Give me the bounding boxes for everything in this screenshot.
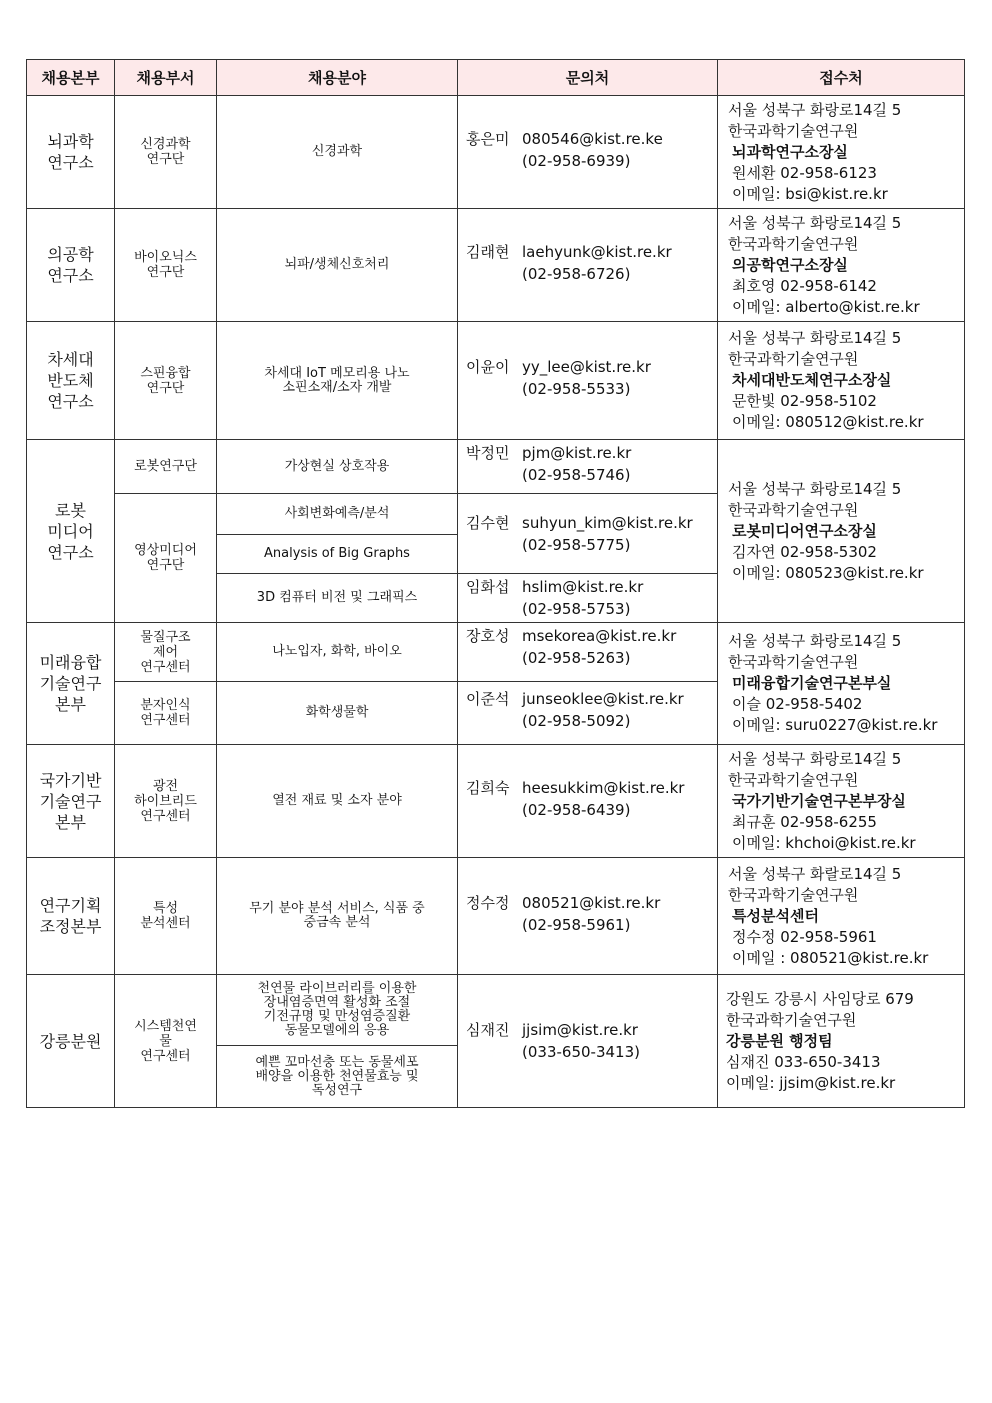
field-cell: 가상현실 상호작용 bbox=[217, 440, 458, 494]
field-cell: 예쁜 꼬마선충 또는 동물세포 배양을 이용한 천연물효능 및 독성연구 bbox=[217, 1046, 458, 1108]
contact-email[interactable]: jjsim@kist.re.kr bbox=[522, 1021, 638, 1039]
field-cell: 3D 컴퓨터 비전 및 그래픽스 bbox=[217, 574, 458, 623]
office-email[interactable]: 이메일: 080512@kist.re.kr bbox=[732, 413, 924, 431]
contact-email[interactable]: 080546@kist.re.ke bbox=[522, 130, 663, 148]
office-cell: 서울 성북구 화랑로14길 5 한국과학기술연구원 차세대반도체연구소장실 문한빛 02-958-5102 이메일: 080512@kist.re.kr bbox=[718, 322, 965, 440]
header-contact: 문의처 bbox=[458, 60, 718, 96]
office-email[interactable]: 이메일: 080523@kist.re.kr bbox=[732, 563, 924, 582]
header-row bbox=[27, 60, 965, 96]
hq-cell: 강릉분원 bbox=[27, 975, 115, 1108]
contact-cell: 장호성 msekorea@kist.re.kr (02-958-5263) bbox=[458, 623, 718, 682]
office-cell: 서울 성북구 화랑로14길 5 한국과학기술연구원 의공학연구소장실 최호영 02-958-6142 이메일: alberto@kist.re.kr bbox=[718, 209, 965, 322]
contact-email[interactable]: pjm@kist.re.kr bbox=[522, 444, 632, 462]
contact-cell: 김수현 suhyun_kim@kist.re.kr (02-958-5775) bbox=[458, 494, 718, 574]
contact-email[interactable]: msekorea@kist.re.kr bbox=[522, 627, 677, 645]
office-email[interactable]: 이메일 : 080521@kist.re.kr bbox=[732, 948, 929, 967]
dept-cell: 바이오닉스 연구단 bbox=[115, 209, 217, 322]
table-row bbox=[27, 209, 965, 322]
field-cell: Analysis of Big Graphs bbox=[217, 535, 458, 574]
contact-email[interactable]: suhyun_kim@kist.re.kr bbox=[522, 513, 693, 532]
office-cell: 서울 성북구 화랄로14길 5 한국과학기술연구원 특성분석센터 정수정 02-958-5961 이메일 : 080521@kist.re.kr bbox=[718, 858, 965, 975]
office-cell: 서울 성북구 화랑로14길 5 한국과학기술연구원 로봇미디어연구소장실 김자연 02-958-5302 이메일: 080523@kist.re.kr bbox=[718, 440, 965, 623]
office-email[interactable]: 이메일: suru0227@kist.re.kr bbox=[732, 716, 938, 734]
dept-cell: 광전 하이브리드 연구센터 bbox=[115, 745, 217, 858]
contact-email[interactable]: laehyunk@kist.re.kr bbox=[522, 243, 672, 261]
table-row bbox=[27, 745, 965, 858]
hq-cell: 뇌과학 연구소 bbox=[27, 96, 115, 209]
field-cell: 사회변화예측/분석 bbox=[217, 494, 458, 535]
contact-cell: 박정민 pjm@kist.re.kr (02-958-5746) bbox=[458, 440, 718, 494]
office-email[interactable]: 이메일: bsi@kist.re.kr bbox=[732, 184, 888, 203]
table-row bbox=[27, 623, 965, 682]
table-row bbox=[27, 858, 965, 975]
contact-cell: 심재진 jjsim@kist.re.kr (033-650-3413) bbox=[458, 975, 718, 1108]
table-row bbox=[27, 975, 965, 1046]
field-cell: 신경과학 bbox=[217, 96, 458, 209]
office-cell: 서울 성북구 화랑로14길 5 한국과학기술연구원 뇌과학연구소장실 원세환 02-958-6123 이메일: bsi@kist.re.kr bbox=[718, 96, 965, 209]
contact-cell: 임화섭 hslim@kist.re.kr (02-958-5753) bbox=[458, 574, 718, 623]
header-office: 접수처 bbox=[718, 60, 965, 96]
office-email[interactable]: 이메일: jjsim@kist.re.kr bbox=[726, 1073, 896, 1092]
contact-email[interactable]: 080521@kist.re.kr bbox=[522, 894, 661, 912]
office-email[interactable]: 이메일: alberto@kist.re.kr bbox=[732, 297, 920, 316]
dept-cell: 스핀융합 연구단 bbox=[115, 322, 217, 440]
field-cell: 무기 분야 분석 서비스, 식품 중 중금속 분석 bbox=[217, 858, 458, 975]
header-hq: 채용본부 bbox=[27, 60, 115, 96]
header-field: 채용분야 bbox=[217, 60, 458, 96]
office-cell: 서울 성북구 화랑로14길 5 한국과학기술연구원 미래융합기술연구본부실 이슬 02-958-5402 이메일: suru0227@kist.re.kr bbox=[718, 623, 965, 745]
field-cell: 화학생물학 bbox=[217, 682, 458, 745]
dept-cell: 로봇연구단 bbox=[115, 440, 217, 494]
table-row bbox=[27, 322, 965, 440]
contact-email[interactable]: yy_lee@kist.re.kr bbox=[522, 358, 651, 376]
office-email[interactable]: 이메일: khchoi@kist.re.kr bbox=[732, 833, 916, 852]
dept-cell: 물질구조 제어 연구센터 bbox=[115, 623, 217, 682]
hq-cell: 미래융합 기술연구 본부 bbox=[27, 623, 115, 745]
table-row bbox=[27, 96, 965, 209]
field-cell: 뇌파/생체신호처리 bbox=[217, 209, 458, 322]
dept-cell: 분자인식 연구센터 bbox=[115, 682, 217, 745]
office-cell: 서울 성북구 화랑로14길 5 한국과학기술연구원 국가기반기술연구본부장실 최규훈 02-958-6255 이메일: khchoi@kist.re.kr bbox=[718, 745, 965, 858]
contact-cell: 김래현 laehyunk@kist.re.kr (02-958-6726) bbox=[458, 209, 718, 322]
dept-cell: 영상미디어 연구단 bbox=[115, 494, 217, 623]
field-cell: 나노입자, 화학, 바이오 bbox=[217, 623, 458, 682]
recruitment-table bbox=[26, 59, 965, 1108]
hq-cell: 로봇 미디어 연구소 bbox=[27, 440, 115, 623]
contact-email[interactable]: junseoklee@kist.re.kr bbox=[522, 690, 684, 708]
contact-email[interactable]: heesukkim@kist.re.kr bbox=[522, 779, 685, 797]
hq-cell: 의공학 연구소 bbox=[27, 209, 115, 322]
field-cell: 열전 재료 및 소자 분야 bbox=[217, 745, 458, 858]
contact-cell: 이준석 junseoklee@kist.re.kr (02-958-5092) bbox=[458, 682, 718, 745]
field-cell: 천연물 라이브러리를 이용한 장내염증면역 활성화 조절 기전규명 및 만성염증질환 동물모델에의 응용 bbox=[217, 975, 458, 1046]
office-cell: 강원도 강릉시 사임당로 679 한국과학기술연구원 강릉분원 행정팀 심재진 033-650-3413 이메일: jjsim@kist.re.kr bbox=[718, 975, 965, 1108]
contact-email[interactable]: hslim@kist.re.kr bbox=[522, 578, 644, 596]
dept-cell: 신경과학 연구단 bbox=[115, 96, 217, 209]
dept-cell: 특성 분석센터 bbox=[115, 858, 217, 975]
contact-cell: 정수정 080521@kist.re.kr (02-958-5961) bbox=[458, 858, 718, 975]
contact-cell: 홍은미 080546@kist.re.ke (02-958-6939) bbox=[458, 96, 718, 209]
contact-cell: 김희숙 heesukkim@kist.re.kr (02-958-6439) bbox=[458, 745, 718, 858]
header-dept: 채용부서 bbox=[115, 60, 217, 96]
table-row bbox=[27, 440, 965, 494]
hq-cell: 차세대 반도체 연구소 bbox=[27, 322, 115, 440]
contact-cell: 이윤이 yy_lee@kist.re.kr (02-958-5533) bbox=[458, 322, 718, 440]
hq-cell: 국가기반 기술연구 본부 bbox=[27, 745, 115, 858]
hq-cell: 연구기획 조정본부 bbox=[27, 858, 115, 975]
dept-cell: 시스템천연 물 연구센터 bbox=[115, 975, 217, 1108]
field-cell: 차세대 IoT 메모리용 나노 소핀소재/소자 개발 bbox=[217, 322, 458, 440]
